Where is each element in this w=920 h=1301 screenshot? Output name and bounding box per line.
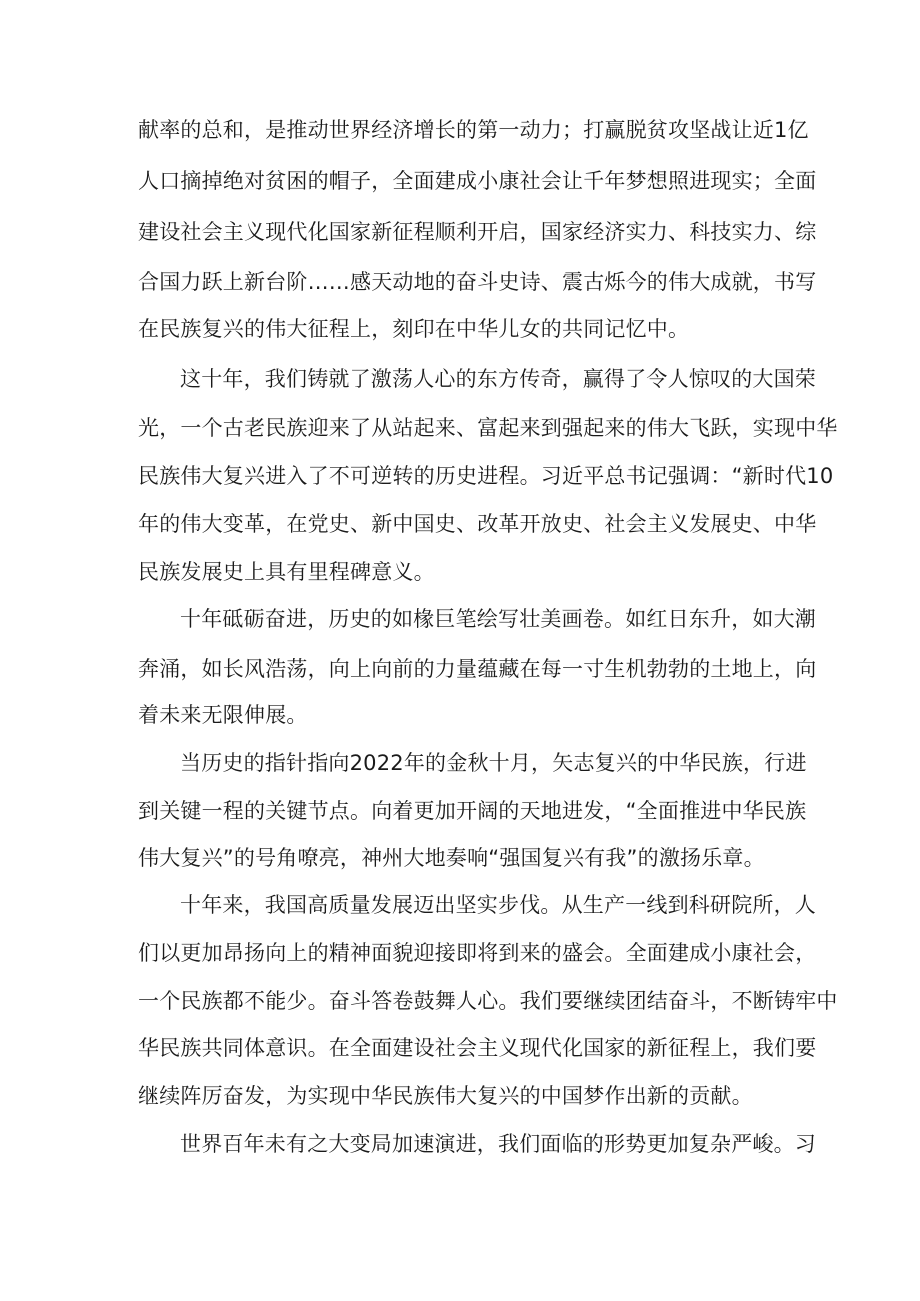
paragraph-first-line: 世界百年未有之大变局加速演进，我们面临的形势更加复杂严峻。习 xyxy=(180,1132,816,1156)
text-line: 光，一个古老民族迎来了从站起来、富起来到强起来的伟大飞跃，实现中华 xyxy=(138,416,838,440)
paragraph-first-line: 十年来，我国高质量发展迈出坚实步伐。从生产一线到科研院所，人 xyxy=(180,893,816,917)
text-line: 在民族复兴的伟大征程上，刻印在中华儿女的共同记忆中。 xyxy=(138,317,690,341)
text-line: 建设社会主义现代化国家新征程顺利开启，国家经济实力、科技实力、综 xyxy=(138,220,817,244)
text-line: 年的伟大变革，在党史、新中国史、改革开放史、社会主义发展史、中华 xyxy=(138,512,817,536)
text-line: 民族发展史上具有里程碑意义。 xyxy=(138,560,435,584)
text-line: 着未来无限伸展。 xyxy=(138,703,308,727)
text-line: 伟大复兴”的号角嘹亮，神州大地奏响“强国复兴有我”的激扬乐章。 xyxy=(138,846,765,870)
text-line: 到关键一程的关键节点。向着更加开阔的天地进发，“全面推进中华民族 xyxy=(138,799,807,823)
paragraph-first-line: 这十年，我们铸就了激荡人心的东方传奇，赢得了令人惊叹的大国荣 xyxy=(180,367,816,391)
text-line: 奔涌，如长风浩荡，向上向前的力量蕴藏在每一寸生机勃勃的土地上，向 xyxy=(138,657,817,681)
text-line: 合国力跃上新台阶……感天动地的奋斗史诗、震古烁今的伟大成就，书写 xyxy=(138,270,817,294)
text-line: 华民族共同体意识。在全面建设社会主义现代化国家的新征程上，我们要 xyxy=(138,1036,817,1060)
text-line: 献率的总和，是推动世界经济增长的第一动力；打赢脱贫攻坚战让近1亿 xyxy=(138,118,809,142)
text-line: 人口摘掉绝对贫困的帽子，全面建成小康社会让千年梦想照进现实；全面 xyxy=(138,169,817,193)
text-line: 一个民族都不能少。奋斗答卷鼓舞人心。我们要继续团结奋斗，不断铸牢中 xyxy=(138,989,838,1013)
paragraph-first-line: 当历史的指针指向2022年的金秋十月，矢志复兴的中华民族，行进 xyxy=(180,751,807,775)
paragraph-first-line: 十年砥砺奋进，历史的如椽巨笔绘写壮美画卷。如红日东升，如大潮 xyxy=(180,607,816,631)
text-line: 们以更加昂扬向上的精神面貌迎接即将到来的盛会。全面建成小康社会， xyxy=(138,941,817,965)
text-line: 民族伟大复兴进入了不可逆转的历史进程。习近平总书记强调：“新时代10 xyxy=(138,464,834,488)
text-line: 继续阵厉奋发，为实现中华民族伟大复兴的中国梦作出新的贡献。 xyxy=(138,1084,753,1108)
